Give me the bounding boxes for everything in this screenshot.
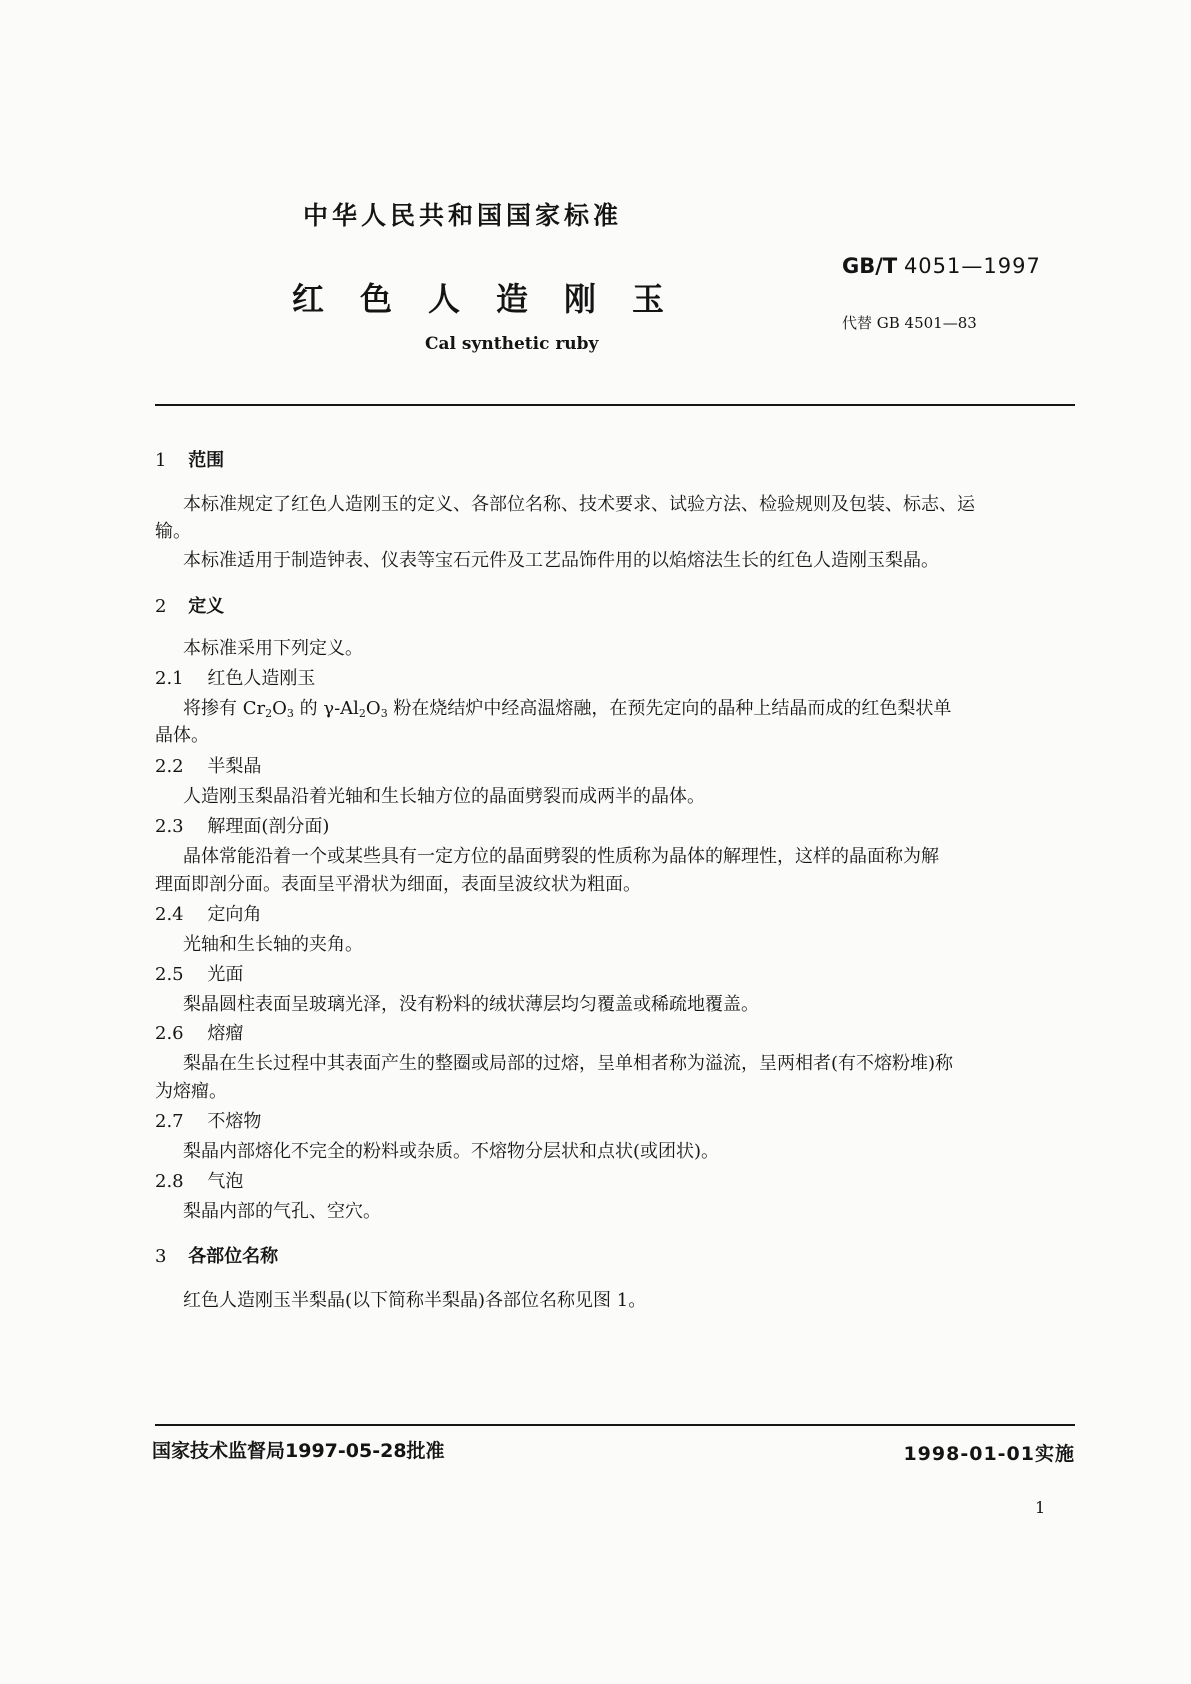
section-number: 3: [155, 1246, 167, 1267]
section-3-heading: [155, 1242, 278, 1268]
text-run: 粉在烧结炉中经高温熔融，在预先定向的晶种上结晶而成的红色梨状单: [387, 698, 952, 719]
subscript: 3: [380, 707, 388, 720]
replaces-standard: 代替 GB 4501—83: [842, 314, 977, 332]
section-1-heading: [155, 446, 224, 472]
definition-text: 梨晶内部的气孔、空穴。: [183, 1201, 381, 1222]
clause-number: 2.6: [155, 1023, 184, 1044]
english-title: Cal synthetic ruby: [425, 334, 599, 354]
standard-number: 4051—1997: [903, 254, 1041, 278]
section-title: 范围: [188, 450, 225, 471]
subscript: 3: [286, 707, 294, 720]
section-2-heading: [155, 592, 224, 618]
text-run: O: [272, 698, 287, 719]
definition-term: 气泡: [207, 1171, 244, 1192]
implementation-date: 1998-01-01实施: [903, 1443, 1075, 1465]
text-run: 将掺有 Cr: [183, 698, 266, 719]
clause-number: 2.8: [155, 1171, 184, 1192]
paragraph: 本标准采用下列定义。: [183, 638, 363, 659]
definition-term: 定向角: [207, 904, 262, 925]
section-number: 1: [155, 450, 167, 471]
approval-statement: 国家技术监督局1997-05-28批准: [152, 1440, 445, 1462]
paragraph: 红色人造刚玉半梨晶(以下简称半梨晶)各部位名称见图 1。: [183, 1290, 647, 1311]
definition-text: 光轴和生长轴的夹角。: [183, 934, 363, 955]
definition-2-1-heading: [155, 666, 315, 692]
definition-text: 梨晶在生长过程中其表面产生的整圈或局部的过熔，呈单相者称为溢流，呈两相者(有不熔粉堆)称: [183, 1053, 954, 1074]
definition-2-8-heading: [155, 1169, 243, 1195]
clause-number: 2.1: [155, 668, 184, 689]
definition-2-7-heading: [155, 1109, 261, 1135]
clause-number: 2.5: [155, 964, 184, 985]
definition-text: 梨晶内部熔化不完全的粉料或杂质。不熔物分层状和点状(或团状)。: [183, 1141, 720, 1162]
definition-2-3-heading: [155, 814, 329, 840]
national-standard-title: 中华人民共和国国家标准: [303, 201, 623, 230]
definition-text-continuation: 晶体。: [155, 725, 209, 746]
section-title: 各部位名称: [188, 1246, 279, 1267]
paragraph-continuation: 输。: [155, 521, 191, 542]
standard-code: [842, 254, 1041, 278]
definition-text-continuation: 理面即剖分面。表面呈平滑状为细面，表面呈波纹状为粗面。: [155, 874, 641, 895]
definition-text: 晶体常能沿着一个或某些具有一定方位的晶面劈裂的性质称为晶体的解理性，这样的晶面称为解: [183, 846, 939, 867]
definition-text: 梨晶圆柱表面呈玻璃光泽，没有粉料的绒状薄层均匀覆盖或稀疏地覆盖。: [183, 994, 759, 1015]
definition-text: 人造刚玉梨晶沿着光轴和生长轴方位的晶面劈裂而成两半的晶体。: [183, 786, 705, 807]
definition-term: 红色人造刚玉: [207, 668, 316, 689]
subscript: 2: [265, 707, 273, 720]
footer-divider: [155, 1424, 1075, 1426]
definition-term: 半梨晶: [207, 756, 262, 777]
definition-2-2-heading: [155, 754, 261, 780]
text-run: 的 γ-Al: [293, 698, 359, 719]
definition-2-4-heading: [155, 902, 261, 928]
document-title: 红色人造刚玉: [292, 280, 701, 318]
paragraph: 本标准规定了红色人造刚玉的定义、各部位名称、技术要求、试验方法、检验规则及包装、标志、运: [183, 494, 975, 515]
definition-text-continuation: 为熔瘤。: [155, 1081, 227, 1102]
definition-term: 解理面(剖分面): [207, 816, 330, 837]
clause-number: 2.4: [155, 904, 184, 925]
paragraph: 本标准适用于制造钟表、仪表等宝石元件及工艺品饰件用的以焰熔法生长的红色人造刚玉梨晶。: [183, 550, 939, 571]
page-number: 1: [1035, 1498, 1046, 1517]
subscript: 2: [358, 707, 366, 720]
definition-text: [183, 696, 951, 722]
clause-number: 2.3: [155, 816, 184, 837]
standard-prefix: GB/T: [842, 254, 898, 278]
definition-2-6-heading: [155, 1021, 243, 1047]
text-run: O: [365, 698, 381, 719]
definition-term: 光面: [207, 964, 244, 985]
clause-number: 2.2: [155, 756, 184, 777]
section-number: 2: [155, 596, 167, 617]
definition-2-5-heading: [155, 962, 243, 988]
definition-term: 不熔物: [207, 1111, 262, 1132]
definition-term: 熔瘤: [207, 1023, 244, 1044]
header-divider: [155, 404, 1075, 406]
clause-number: 2.7: [155, 1111, 184, 1132]
section-title: 定义: [188, 596, 225, 617]
